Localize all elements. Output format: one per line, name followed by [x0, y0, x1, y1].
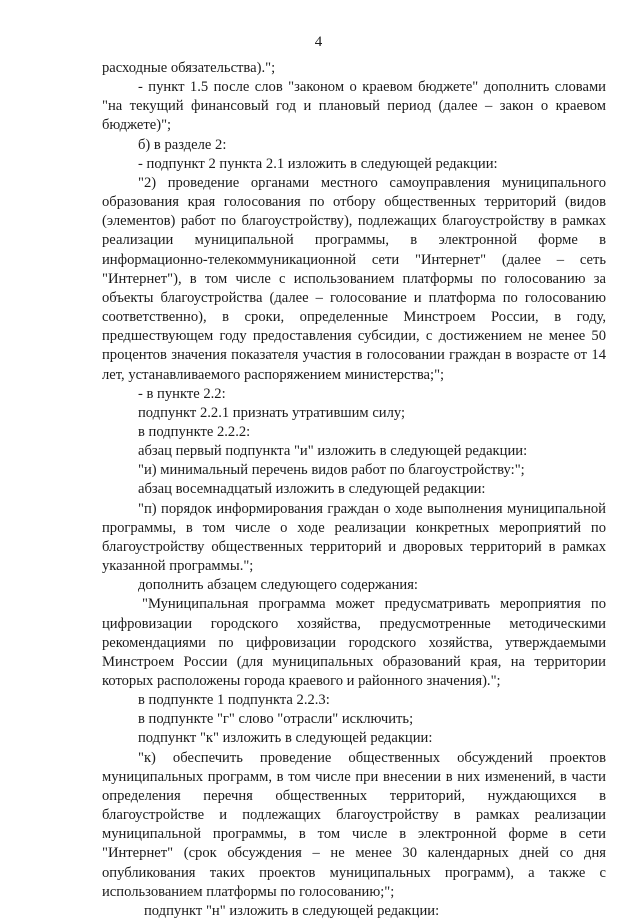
- paragraph-14: "Муниципальная программа может предусматривать мероприятия по цифровизации городского хозяйства, предусмотренные методическими рекомендациями по цифровизации городского хозяйства, утверждаемыми Минстроем России (для муниципальных образований края, на территории которых расположены города краевого и районного значения).";: [102, 596, 606, 689]
- paragraph-2: - пункт 1.5 после слов "законом о краевом бюджете" дополнить словами "на текущий финансовый год и плановый период (далее – закон о краевом бюджете)";: [102, 79, 606, 134]
- paragraph-12: "п) порядок информирования граждан о ходе выполнения муниципальной программы, в том числе о ходе реализации конкретных мероприятий по благоустройству общественных территорий и дворовых территорий в рамках указанной программы.";: [102, 500, 606, 575]
- page-number: 4: [314, 34, 323, 50]
- paragraph-5: "2) проведение органами местного самоуправления муниципального образования края голосования по отбору общественных территорий (видов (элементов) работ по благоустройству), подлежащих благоустройству в рамках реализации муниципальной программы, в электронной форме в информационно-телекоммуникационной сети "Интернет" (далее – сеть "Интернет"), в том числе с использованием платформы по голосованию за объекты благоустройства (далее – голосование и платформа по голосованию соответственно), в сроки, определенные Минстроем России, в году, предшествующем году предоставления субсидии, с достижением не менее 50 процентов значения показателя участия в голосовании граждан в возрасте от 14 лет, устанавливаемого распоряжением министерства;";: [102, 174, 606, 383]
- paragraph-17: подпункт "к" изложить в следующей редакции:: [138, 730, 433, 747]
- paragraph-8: в подпункте 2.2.2:: [138, 423, 251, 440]
- paragraph-4: - подпункт 2 пункта 2.1 изложить в следующей редакции:: [138, 155, 498, 172]
- document-body: [102, 59, 606, 921]
- paragraph-9: абзац первый подпункта "и" изложить в следующей редакции:: [138, 443, 528, 460]
- paragraph-16: в подпункте "г" слово "отрасли" исключить;: [138, 711, 414, 728]
- paragraph-11: абзац восемнадцатый изложить в следующей редакции:: [138, 481, 486, 498]
- paragraph-19: подпункт "н" изложить в следующей редакции:: [144, 902, 440, 919]
- paragraph-18: "к) обеспечить проведение общественных обсуждений проектов муниципальных программ, в том числе при внесении в них изменений, в части определения перечня общественных территорий, нуждающихся в благоустройстве и подлежащих благоустройству в рамках реализации муниципальной программы, в том числе в электронной форме в сети "Интернет" (срок обсуждения – не менее 30 календарных дней со дня опубликования таких проектов муниципальных программ), а также с использованием платформы по голосованию;";: [102, 749, 606, 900]
- paragraph-3: б) в разделе 2:: [138, 136, 227, 153]
- paragraph-7: подпункт 2.2.1 признать утратившим силу;: [138, 404, 406, 421]
- paragraph-6: - в пункте 2.2:: [138, 385, 226, 402]
- paragraph-1: расходные обязательства).";: [102, 60, 276, 76]
- paragraph-15: в подпункте 1 подпункта 2.2.3:: [138, 692, 330, 709]
- paragraph-13: дополнить абзацем следующего содержания:: [138, 577, 418, 594]
- paragraph-10: "и) минимальный перечень видов работ по благоустройству:";: [138, 462, 525, 479]
